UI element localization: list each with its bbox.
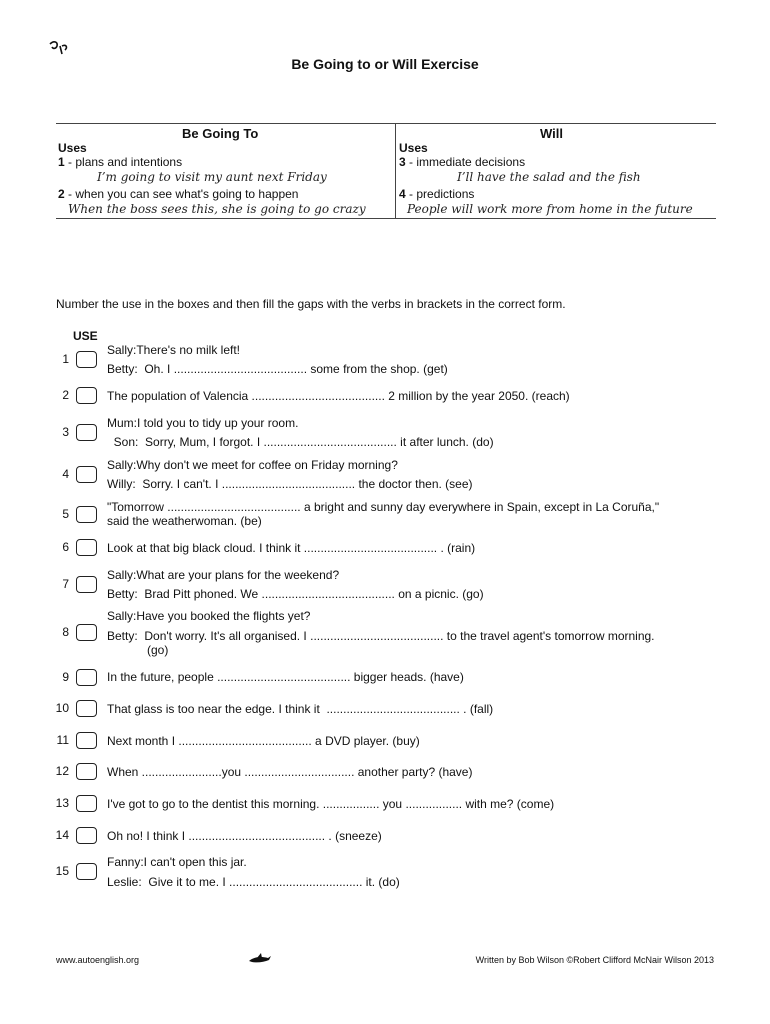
question-number: 13 [55, 796, 69, 810]
question-text: "Tomorrow ........................................ a bright and sunny day everywhere in Spain, except in La Coruña," [107, 500, 660, 514]
use-answer-box[interactable] [76, 763, 97, 780]
use-answer-box[interactable] [76, 424, 97, 441]
question-text: Mum:I told you to tidy up your room. [107, 416, 299, 430]
question-number: 4 [62, 467, 69, 481]
use-answer-box[interactable] [76, 732, 97, 749]
question-text: Sally:There's no milk left! [107, 343, 241, 357]
question-text: Son: Sorry, Mum, I forgot. I ........................................ it after lunch. (do) [107, 435, 494, 449]
footer-credit: Written by Bob Wilson ©Robert Clifford McNair Wilson 2013 [475, 955, 714, 965]
question-number: 12 [55, 764, 69, 778]
page-title: Be Going to or Will Exercise [291, 56, 479, 72]
question-text: Sally:Have you booked the flights yet? [107, 609, 311, 623]
question-number: 5 [62, 507, 69, 521]
use-answer-box[interactable] [76, 700, 97, 717]
use-answer-box[interactable] [76, 351, 97, 368]
will-heading: Will [540, 126, 563, 141]
question-number: 9 [62, 670, 69, 684]
question-number: 7 [62, 577, 69, 591]
use-answer-box[interactable] [76, 827, 97, 844]
question-number: 3 [62, 425, 69, 439]
use-item-2: 2 - when you can see what's going to happen [58, 187, 299, 201]
question-number: 14 [55, 828, 69, 842]
question-number: 1 [62, 352, 69, 366]
be-going-to-heading: Be Going To [182, 126, 259, 141]
question-text: Betty: Brad Pitt phoned. We ........................................ on a picnic. (go) [107, 587, 484, 601]
question-number: 11 [56, 733, 69, 747]
footer-website: www.autoenglish.org [56, 955, 140, 965]
question-text: When ........................you ................................. another party? (have) [107, 765, 473, 779]
question-text: (go) [107, 643, 169, 657]
question-number: 2 [62, 388, 69, 402]
question-text: Betty: Oh. I ........................................ some from the shop. (get) [107, 362, 448, 376]
column-divider [395, 124, 396, 218]
use-answer-box[interactable] [76, 624, 97, 641]
question-text: Oh no! I think I ......................................... . (sneeze) [107, 829, 382, 843]
question-text: Leslie: Give it to me. I ........................................ it. (do) [107, 875, 400, 889]
question-text: Look at that big black cloud. I think it ........................................ . (rain) [107, 541, 476, 555]
question-text: Fanny:I can't open this jar. [107, 855, 247, 869]
use-answer-box[interactable] [76, 506, 97, 523]
left-uses-label: Uses [58, 141, 87, 155]
use-item-4: 4 - predictions [399, 187, 475, 201]
right-uses-label: Uses [399, 141, 428, 155]
question-text: The population of Valencia ........................................ 2 million by the year 2050. (reach) [107, 389, 570, 403]
use-example-4: People will work more from home in the future [407, 202, 693, 216]
question-number: 6 [62, 540, 69, 554]
use-answer-box[interactable] [76, 539, 97, 556]
use-answer-box[interactable] [76, 576, 97, 593]
use-answer-box[interactable] [76, 387, 97, 404]
question-text: That glass is too near the edge. I think it ........................................ . (fall) [107, 702, 494, 716]
question-text: Sally:What are your plans for the weekend? [107, 568, 340, 582]
question-text: I've got to go to the dentist this morning. ................. you ................. with me? (come) [107, 797, 555, 811]
question-number: 15 [55, 864, 69, 878]
use-item-1: 1 - plans and intentions [58, 155, 183, 169]
use-answer-box[interactable] [76, 795, 97, 812]
use-example-2: When the boss sees this, she is going to go crazy [68, 202, 366, 216]
question-number: 8 [62, 625, 69, 639]
instructions: Number the use in the boxes and then fill the gaps with the verbs in brackets in the correct form. [56, 297, 566, 311]
use-answer-box[interactable] [76, 863, 97, 880]
bird-logo-icon [248, 952, 272, 966]
use-example-1: I’m going to visit my aunt next Friday [97, 170, 327, 184]
use-answer-box[interactable] [76, 669, 97, 686]
bird-logo-icon [48, 38, 74, 58]
question-text: said the weatherwoman. (be) [107, 514, 262, 528]
use-answer-box[interactable] [76, 466, 97, 483]
question-text: In the future, people ........................................ bigger heads. (have) [107, 670, 464, 684]
uses-table [56, 123, 716, 219]
use-example-3: I’ll have the salad and the fish [457, 170, 641, 184]
question-text: Betty: Don't worry. It's all organised. I ........................................ to the travel agent's tomorrow morning. [107, 629, 655, 643]
question-text: Willy: Sorry. I can't. I ........................................ the doctor then. (see) [107, 477, 473, 491]
question-text: Next month I ........................................ a DVD player. (buy) [107, 734, 420, 748]
question-number: 10 [55, 701, 69, 715]
question-text: Sally:Why don't we meet for coffee on Friday morning? [107, 458, 398, 472]
use-column-heading: USE [73, 329, 98, 343]
use-item-3: 3 - immediate decisions [399, 155, 526, 169]
